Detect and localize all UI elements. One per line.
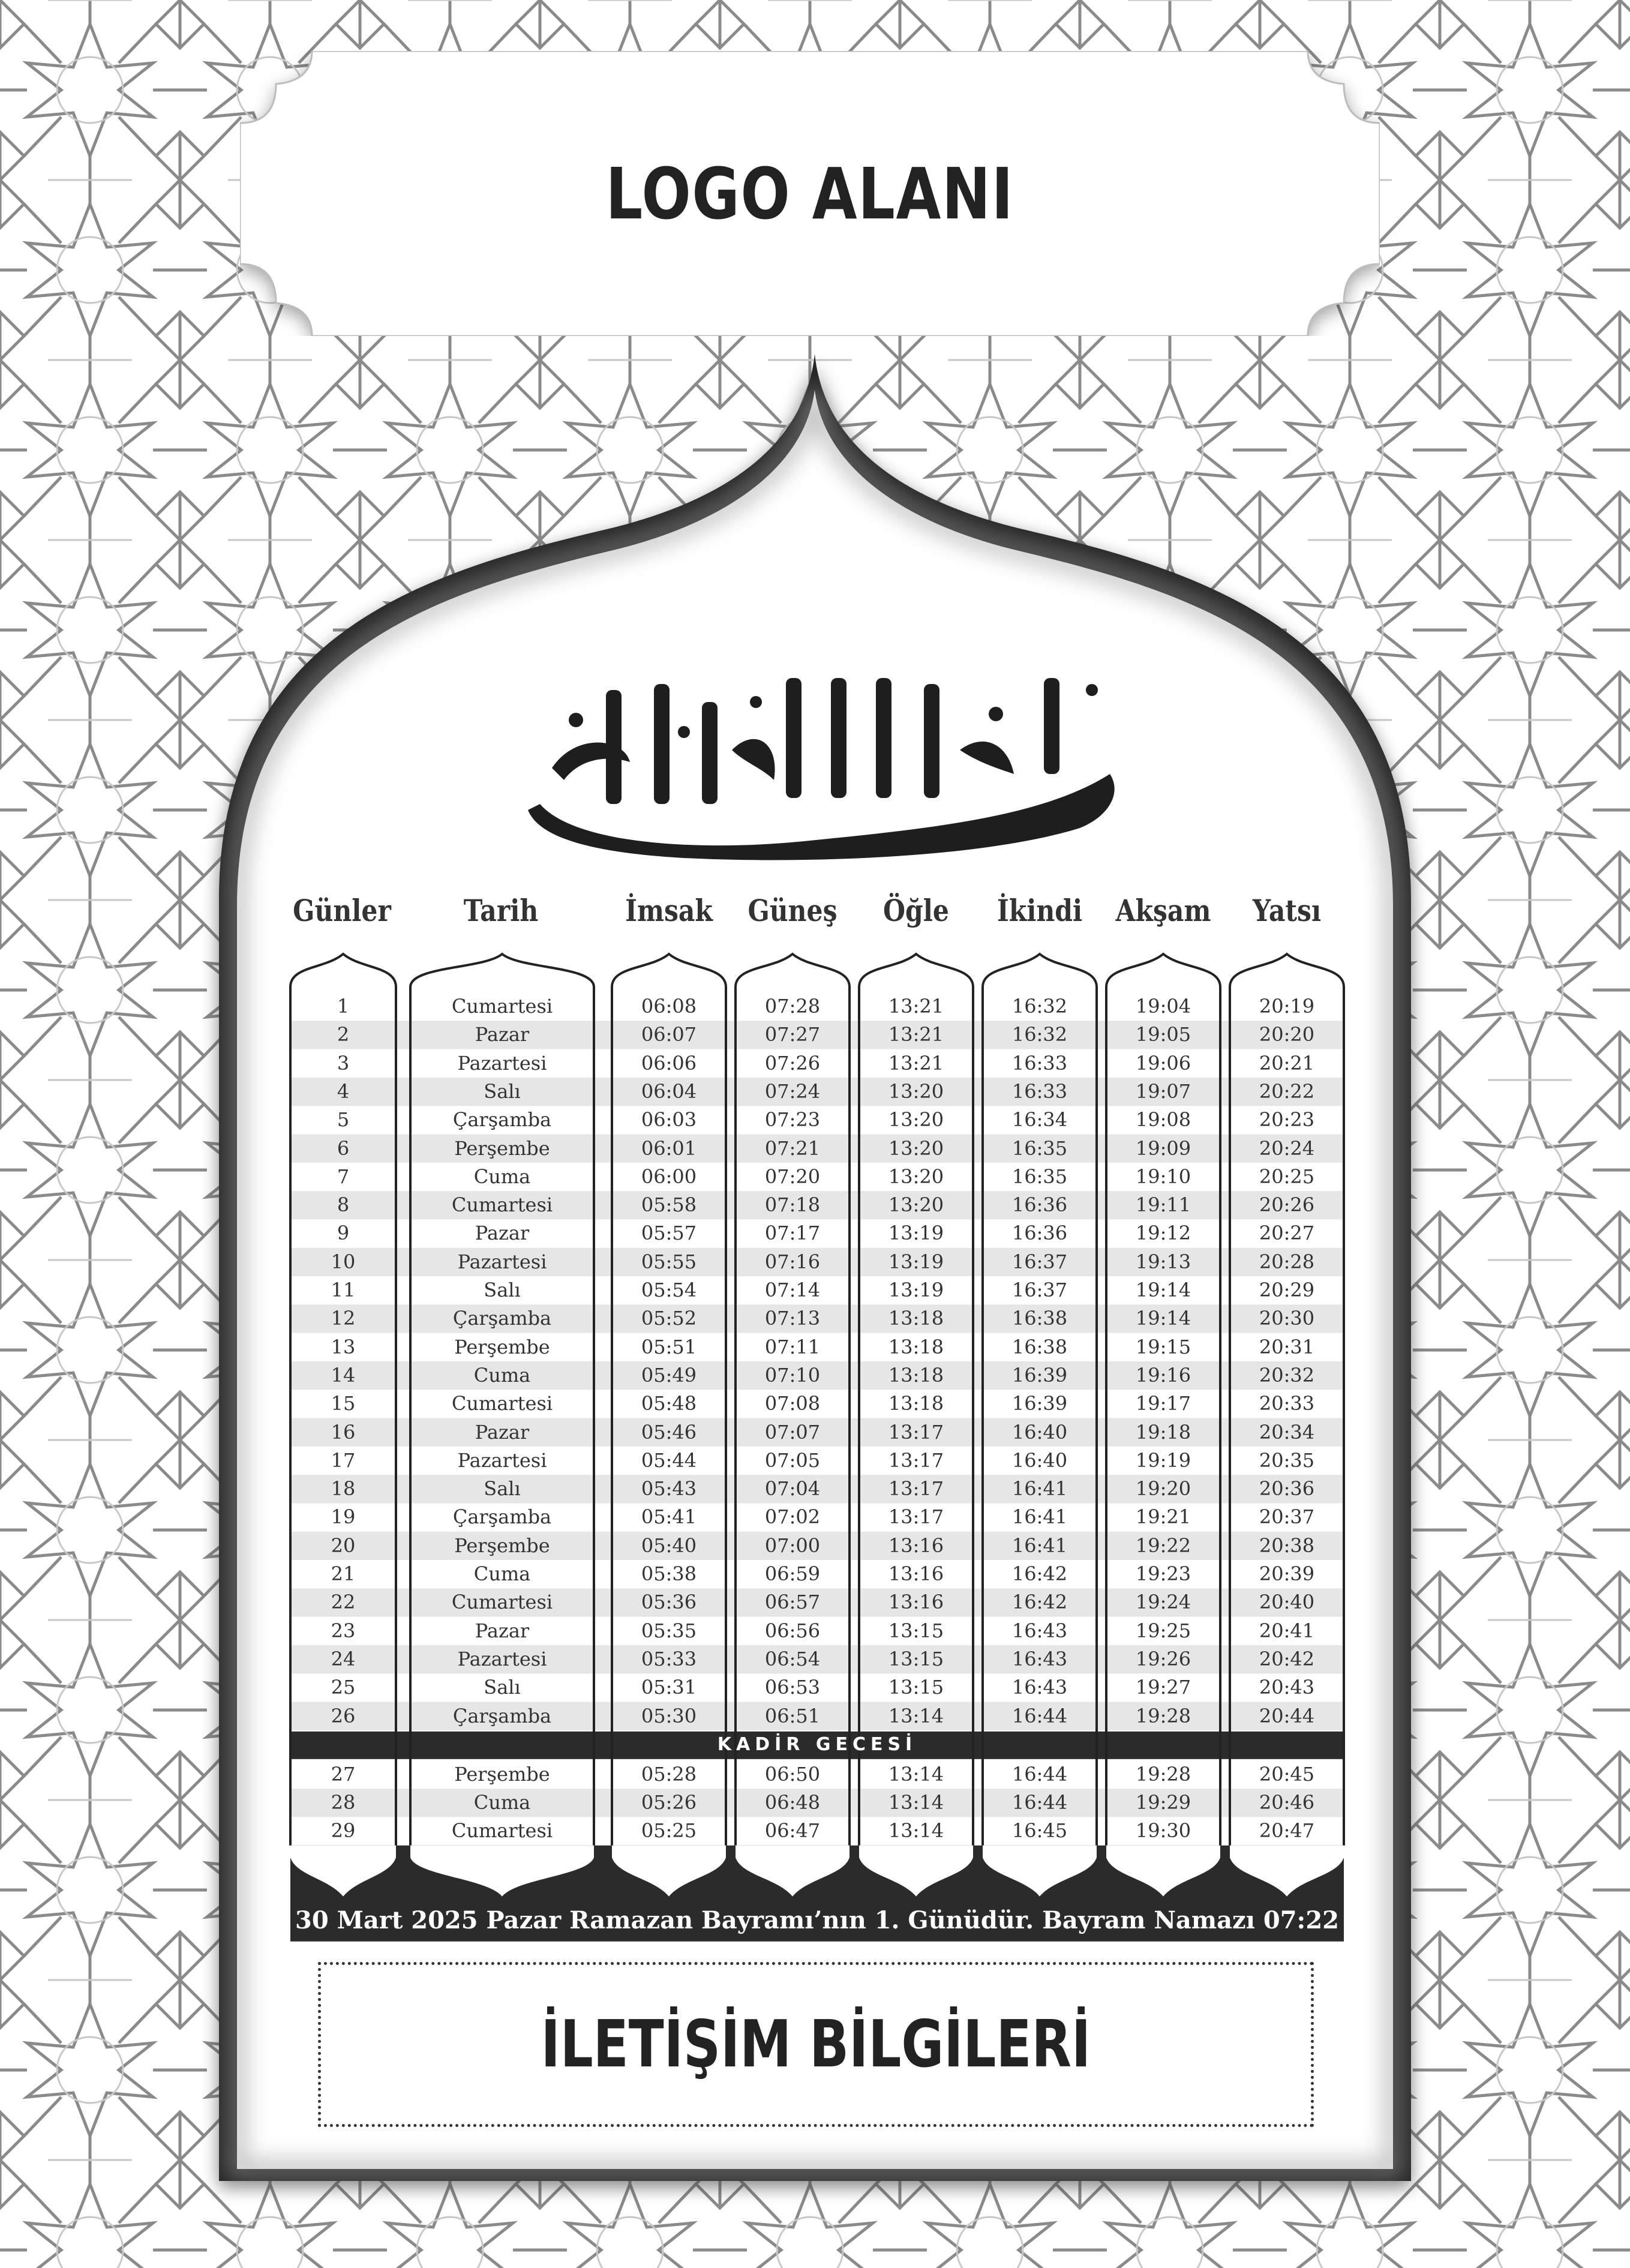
time-cell: 06:53 [764,1676,821,1699]
time-cell: 07:04 [764,1477,821,1501]
weekday-cell: Cumartesi [451,1193,553,1217]
contact-area [318,1962,1314,2127]
time-cell: 20:19 [1259,995,1315,1018]
weekday-cell: Cumartesi [451,995,553,1018]
day-number: 15 [331,1392,356,1415]
day-number: 20 [331,1534,356,1557]
time-cell: 06:06 [641,1051,697,1075]
time-cell: 16:36 [1011,1222,1068,1245]
time-cell: 20:42 [1259,1647,1315,1670]
time-cell: 07:20 [764,1165,821,1188]
time-cell: 20:24 [1259,1136,1315,1160]
time-cell: 19:23 [1135,1562,1191,1585]
header-aksam: Akşam [1115,893,1211,928]
time-cell: 07:18 [764,1193,821,1217]
time-cell: 20:41 [1259,1619,1315,1642]
time-cell: 19:27 [1135,1676,1191,1699]
time-cell: 16:44 [1011,1791,1068,1814]
time-cell: 20:44 [1259,1704,1315,1727]
time-cell: 05:40 [641,1534,697,1557]
time-cell: 05:25 [641,1819,697,1843]
time-cell: 13:19 [888,1279,944,1301]
time-cell: 20:21 [1259,1051,1315,1075]
time-cell: 05:44 [641,1448,697,1472]
day-number: 14 [331,1363,356,1387]
day-number: 27 [331,1762,356,1786]
time-cell: 19:26 [1135,1647,1191,1670]
header-ogle: Öğle [883,893,949,928]
time-cell: 13:17 [888,1448,944,1472]
weekday-cell: Perşembe [454,1136,550,1160]
time-cell: 07:14 [764,1279,821,1301]
time-cell: 20:46 [1259,1791,1315,1814]
weekday-cell: Çarşamba [452,1307,552,1330]
time-cell: 05:35 [641,1619,697,1642]
time-cell: 05:38 [641,1562,697,1585]
time-cell: 07:23 [764,1108,821,1132]
weekday-cell: Pazartesi [457,1051,547,1075]
time-cell: 19:13 [1135,1250,1191,1273]
time-cell: 07:24 [764,1079,821,1103]
day-number: 23 [331,1619,356,1642]
header-gunler: Günler [293,893,391,928]
day-number: 9 [337,1222,350,1245]
time-cell: 13:20 [888,1136,944,1160]
time-cell: 16:33 [1011,1051,1068,1075]
time-cell: 16:37 [1011,1250,1068,1273]
header-yatsi: Yatsı [1252,893,1322,928]
weekday-cell: Pazar [475,1222,530,1245]
weekday-cell: Cuma [473,1165,531,1188]
time-cell: 06:57 [764,1591,821,1614]
time-cell: 13:19 [888,1222,944,1245]
time-cell: 19:05 [1135,1023,1191,1046]
day-number: 21 [331,1562,356,1585]
time-cell: 05:51 [641,1335,697,1358]
time-cell: 19:28 [1135,1704,1191,1727]
day-number: 26 [331,1704,356,1727]
time-cell: 19:08 [1135,1108,1191,1132]
day-number: 1 [337,995,350,1018]
time-cell: 16:37 [1011,1279,1068,1301]
time-cell: 06:50 [764,1762,821,1786]
time-cell: 20:45 [1259,1762,1315,1786]
time-cell: 16:43 [1011,1676,1068,1699]
time-cell: 20:40 [1259,1591,1315,1614]
weekday-cell: Salı [484,1676,521,1699]
time-cell: 19:14 [1135,1279,1191,1301]
weekday-cell: Cuma [473,1562,531,1585]
time-cell: 20:29 [1259,1279,1315,1301]
time-cell: 19:28 [1135,1762,1191,1786]
time-cell: 20:34 [1259,1420,1315,1444]
time-cell: 19:21 [1135,1505,1191,1529]
header-gunes: Güneş [748,893,837,928]
time-cell: 13:21 [888,1051,944,1075]
time-cell: 13:20 [888,1193,944,1217]
weekday-cell: Çarşamba [452,1704,552,1727]
weekday-cell: Cumartesi [451,1819,553,1843]
contact-label: İLETİŞİM BİLGİLERİ [541,2007,1091,2082]
header-imsak: İmsak [625,893,713,928]
day-number: 10 [331,1250,356,1273]
time-cell: 19:18 [1135,1420,1191,1444]
time-cell: 07:13 [764,1307,821,1330]
time-cell: 19:17 [1135,1392,1191,1415]
time-cell: 19:19 [1135,1448,1191,1472]
time-cell: 16:43 [1011,1619,1068,1642]
time-cell: 07:10 [764,1363,821,1387]
time-cell: 05:46 [641,1420,697,1444]
kadir-gecesi-label: KADİR GECESİ [717,1733,917,1755]
day-number: 12 [331,1307,356,1330]
time-cell: 13:16 [888,1562,944,1585]
header-tarih: Tarih [463,893,539,928]
time-cell: 13:17 [888,1420,944,1444]
time-cell: 13:20 [888,1079,944,1103]
time-cell: 19:15 [1135,1335,1191,1358]
time-cell: 06:01 [641,1136,697,1160]
weekday-cell: Çarşamba [452,1505,552,1529]
time-cell: 16:32 [1011,995,1068,1018]
weekday-cell: Pazar [475,1420,530,1444]
time-cell: 13:18 [888,1392,944,1415]
time-cell: 20:47 [1259,1819,1315,1843]
time-cell: 05:57 [641,1222,697,1245]
time-cell: 13:19 [888,1250,944,1273]
weekday-cell: Cumartesi [451,1591,553,1614]
time-cell: 20:31 [1259,1335,1315,1358]
bayram-note: 30 Mart 2025 Pazar Ramazan Bayramı’nın 1. Günüdür. Bayram Namazı 07:22 [295,1906,1339,1934]
time-cell: 07:21 [764,1136,821,1160]
time-cell: 16:38 [1011,1307,1068,1330]
time-cell: 07:02 [764,1505,821,1529]
time-cell: 16:41 [1011,1534,1068,1557]
weekday-cell: Perşembe [454,1534,550,1557]
time-cell: 06:03 [641,1108,697,1132]
time-cell: 05:33 [641,1647,697,1670]
weekday-cell: Cuma [473,1363,531,1387]
time-cell: 07:26 [764,1051,821,1075]
time-cell: 16:41 [1011,1505,1068,1529]
day-number: 7 [337,1165,350,1188]
time-cell: 19:09 [1135,1136,1191,1160]
time-cell: 20:32 [1259,1363,1315,1387]
day-number: 6 [337,1136,350,1160]
time-cell: 05:48 [641,1392,697,1415]
time-cell: 13:14 [888,1762,944,1786]
time-cell: 13:18 [888,1335,944,1358]
time-cell: 05:31 [641,1676,697,1699]
weekday-cell: Perşembe [454,1335,550,1358]
day-number: 17 [331,1448,356,1472]
time-cell: 20:26 [1259,1193,1315,1217]
time-cell: 16:34 [1011,1108,1068,1132]
time-cell: 05:55 [641,1250,697,1273]
time-cell: 16:44 [1011,1762,1068,1786]
time-cell: 19:29 [1135,1791,1191,1814]
time-cell: 13:14 [888,1819,944,1843]
time-cell: 16:45 [1011,1819,1068,1843]
time-cell: 20:43 [1259,1676,1315,1699]
time-cell: 05:36 [641,1591,697,1614]
weekday-cell: Pazartesi [457,1647,547,1670]
time-cell: 20:23 [1259,1108,1315,1132]
time-cell: 13:17 [888,1477,944,1501]
time-cell: 05:58 [641,1193,697,1217]
time-cell: 06:08 [641,995,697,1018]
time-cell: 16:35 [1011,1136,1068,1160]
time-cell: 19:06 [1135,1051,1191,1075]
time-cell: 16:39 [1011,1392,1068,1415]
time-cell: 16:40 [1011,1420,1068,1444]
time-cell: 13:15 [888,1676,944,1699]
time-cell: 07:11 [764,1335,821,1358]
time-cell: 06:00 [641,1165,697,1188]
day-number: 28 [331,1791,356,1814]
time-cell: 16:41 [1011,1477,1068,1501]
time-cell: 07:17 [764,1222,821,1245]
time-cell: 19:12 [1135,1222,1191,1245]
time-cell: 13:14 [888,1704,944,1727]
time-cell: 05:30 [641,1704,697,1727]
day-number: 3 [337,1051,350,1075]
time-cell: 05:41 [641,1505,697,1529]
time-cell: 05:43 [641,1477,697,1501]
weekday-cell: Çarşamba [452,1108,552,1132]
day-number: 13 [331,1335,356,1358]
day-number: 16 [331,1420,356,1444]
time-cell: 20:35 [1259,1448,1315,1472]
time-cell: 20:36 [1259,1477,1315,1501]
time-cell: 05:26 [641,1791,697,1814]
time-cell: 16:40 [1011,1448,1068,1472]
time-cell: 20:37 [1259,1505,1315,1529]
time-cell: 20:39 [1259,1562,1315,1585]
time-cell: 07:28 [764,995,821,1018]
time-cell: 16:38 [1011,1335,1068,1358]
weekday-cell: Perşembe [454,1762,550,1786]
time-cell: 07:08 [764,1392,821,1415]
time-cell: 06:48 [764,1791,821,1814]
time-cell: 05:52 [641,1307,697,1330]
time-cell: 19:14 [1135,1307,1191,1330]
day-number: 22 [331,1591,356,1614]
day-number: 2 [337,1023,350,1046]
weekday-cell: Cuma [473,1791,531,1814]
time-cell: 13:21 [888,995,944,1018]
logo-label: LOGO ALANI [605,152,1014,235]
time-cell: 13:18 [888,1363,944,1387]
time-cell: 19:07 [1135,1079,1191,1103]
time-cell: 19:10 [1135,1165,1191,1188]
time-cell: 07:05 [764,1448,821,1472]
time-cell: 16:35 [1011,1165,1068,1188]
time-cell: 13:21 [888,1023,944,1046]
time-cell: 19:11 [1135,1193,1191,1217]
time-cell: 16:42 [1011,1562,1068,1585]
time-cell: 06:54 [764,1647,821,1670]
time-cell: 07:16 [764,1250,821,1273]
weekday-cell: Pazar [475,1619,530,1642]
time-cell: 20:30 [1259,1307,1315,1330]
time-cell: 05:49 [641,1363,697,1387]
time-cell: 06:56 [764,1619,821,1642]
time-cell: 19:22 [1135,1534,1191,1557]
day-number: 8 [337,1193,350,1217]
day-number: 11 [331,1279,356,1301]
time-cell: 13:18 [888,1307,944,1330]
time-cell: 13:17 [888,1505,944,1529]
time-cell: 07:07 [764,1420,821,1444]
day-number: 19 [331,1505,356,1529]
time-cell: 19:20 [1135,1477,1191,1501]
time-cell: 05:54 [641,1279,697,1301]
time-cell: 16:42 [1011,1591,1068,1614]
day-number: 18 [331,1477,356,1501]
time-cell: 20:25 [1259,1165,1315,1188]
time-cell: 06:59 [764,1562,821,1585]
time-cell: 20:33 [1259,1392,1315,1415]
time-cell: 16:32 [1011,1023,1068,1046]
time-cell: 19:04 [1135,995,1191,1018]
time-cell: 07:00 [764,1534,821,1557]
time-cell: 20:22 [1259,1079,1315,1103]
time-cell: 19:30 [1135,1819,1191,1843]
day-number: 24 [331,1647,356,1670]
time-cell: 13:15 [888,1619,944,1642]
weekday-cell: Salı [484,1079,521,1103]
time-cell: 20:28 [1259,1250,1315,1273]
header-ikindi: İkindi [996,893,1083,928]
time-cell: 13:16 [888,1534,944,1557]
weekday-cell: Cumartesi [451,1392,553,1415]
time-cell: 16:44 [1011,1704,1068,1727]
time-cell: 06:04 [641,1079,697,1103]
time-cell: 19:25 [1135,1619,1191,1642]
day-number: 5 [337,1108,350,1132]
time-cell: 16:43 [1011,1647,1068,1670]
time-cell: 06:07 [641,1023,697,1046]
time-cell: 16:33 [1011,1079,1068,1103]
weekday-cell: Salı [484,1477,521,1501]
day-number: 4 [337,1079,350,1103]
time-cell: 16:36 [1011,1193,1068,1217]
time-cell: 06:47 [764,1819,821,1843]
weekday-cell: Pazartesi [457,1448,547,1472]
time-cell: 05:28 [641,1762,697,1786]
time-cell: 20:20 [1259,1023,1315,1046]
day-number: 29 [331,1819,356,1843]
time-cell: 13:14 [888,1791,944,1814]
weekday-cell: Pazar [475,1023,530,1046]
time-cell: 13:20 [888,1108,944,1132]
time-cell: 19:16 [1135,1363,1191,1387]
time-cell: 16:39 [1011,1363,1068,1387]
time-cell: 06:51 [764,1704,821,1727]
time-cell: 07:27 [764,1023,821,1046]
time-cell: 13:20 [888,1165,944,1188]
time-cell: 13:15 [888,1647,944,1670]
time-cell: 20:38 [1259,1534,1315,1557]
day-number: 25 [331,1676,356,1699]
weekday-cell: Salı [484,1279,521,1301]
time-cell: 20:27 [1259,1222,1315,1245]
time-cell: 19:24 [1135,1591,1191,1614]
weekday-cell: Pazartesi [457,1250,547,1273]
time-cell: 13:16 [888,1591,944,1614]
